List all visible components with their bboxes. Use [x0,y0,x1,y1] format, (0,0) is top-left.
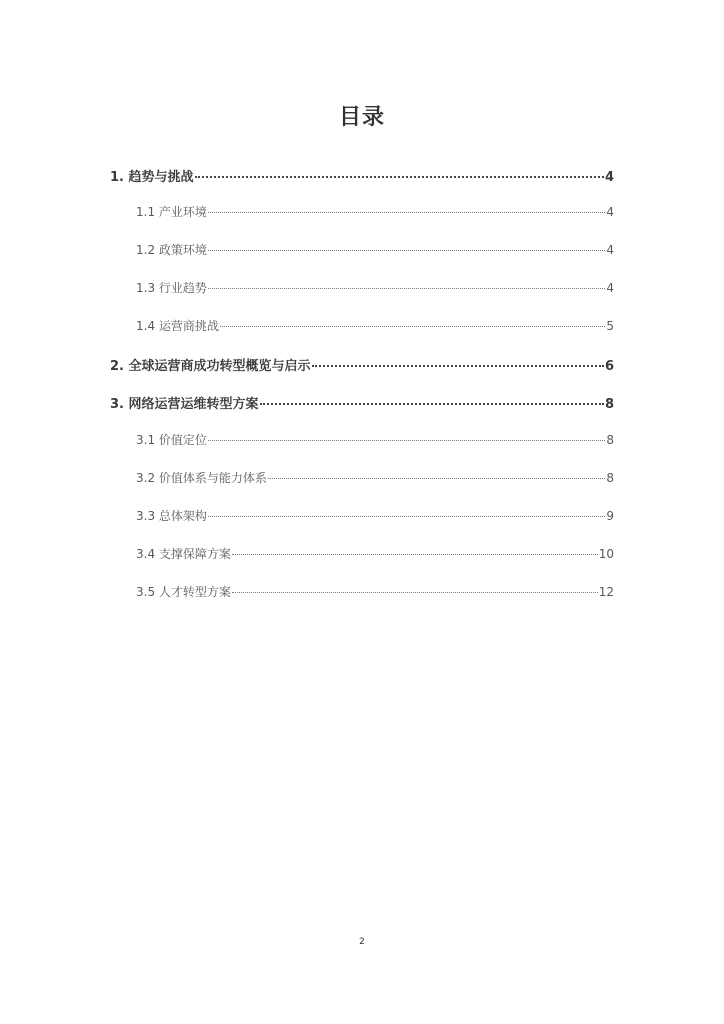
toc-entry-label: 1.3 行业趋势 [136,281,207,295]
toc-entry-label: 3.2 价值体系与能力体系 [136,471,267,485]
toc-entry-section-3-5[interactable] [136,583,614,600]
toc-entry-page: 4 [606,281,614,295]
toc-entry-page: 8 [606,433,614,447]
toc-entry-label: 1. 趋势与挑战 [110,170,194,185]
dot-leader [312,365,604,367]
toc-entry-page: 12 [598,585,614,599]
dot-leader [208,440,605,441]
dot-leader [208,288,605,289]
dot-leader [260,403,604,405]
dot-leader [220,326,605,327]
toc-entry-label: 3.3 总体架构 [136,509,207,523]
page-number: 2 [359,937,365,947]
dot-leader [195,176,604,178]
toc-entry-label: 1.4 运营商挑战 [136,319,219,333]
toc-entry-page: 4 [606,205,614,219]
toc-entry-page: 10 [598,547,614,561]
dot-leader [208,516,605,517]
dot-leader [232,592,598,593]
dot-leader [232,554,598,555]
toc-entry-page: 8 [604,397,614,412]
toc-entry-label: 3.1 价值定位 [136,433,207,447]
toc-entry-page: 4 [604,170,614,185]
toc-entry-page: 6 [604,359,614,374]
toc-entry-label: 1.2 政策环境 [136,243,207,257]
toc-title: 目录 [338,105,385,130]
toc-entry-chapter-3[interactable] [110,393,614,412]
toc-entry-section-1-3[interactable] [136,279,614,296]
toc-entry-section-3-1[interactable] [136,431,614,448]
toc-entry-label: 1.1 产业环境 [136,205,207,219]
toc-entry-section-1-4[interactable] [136,317,614,334]
toc-entry-page: 8 [606,471,614,485]
dot-leader [268,478,605,479]
dot-leader [208,212,605,213]
toc-entry-page: 4 [606,243,614,257]
toc-entry-label: 3.5 人才转型方案 [136,585,231,599]
dot-leader [208,250,605,251]
toc-entry-section-3-2[interactable] [136,469,614,486]
toc-entry-page: 5 [606,319,614,333]
toc-entry-section-1-2[interactable] [136,241,614,258]
toc-entry-label: 2. 全球运营商成功转型概览与启示 [110,359,311,374]
toc-entry-section-3-4[interactable] [136,545,614,562]
toc-entry-label: 3. 网络运营运维转型方案 [110,397,259,412]
toc-entry-page: 9 [606,509,614,523]
toc-entry-section-1-1[interactable] [136,203,614,220]
toc-entry-section-3-3[interactable] [136,507,614,524]
toc-entry-label: 3.4 支撑保障方案 [136,547,231,561]
toc-entry-chapter-2[interactable] [110,355,614,374]
toc-entry-chapter-1[interactable] [110,166,614,185]
